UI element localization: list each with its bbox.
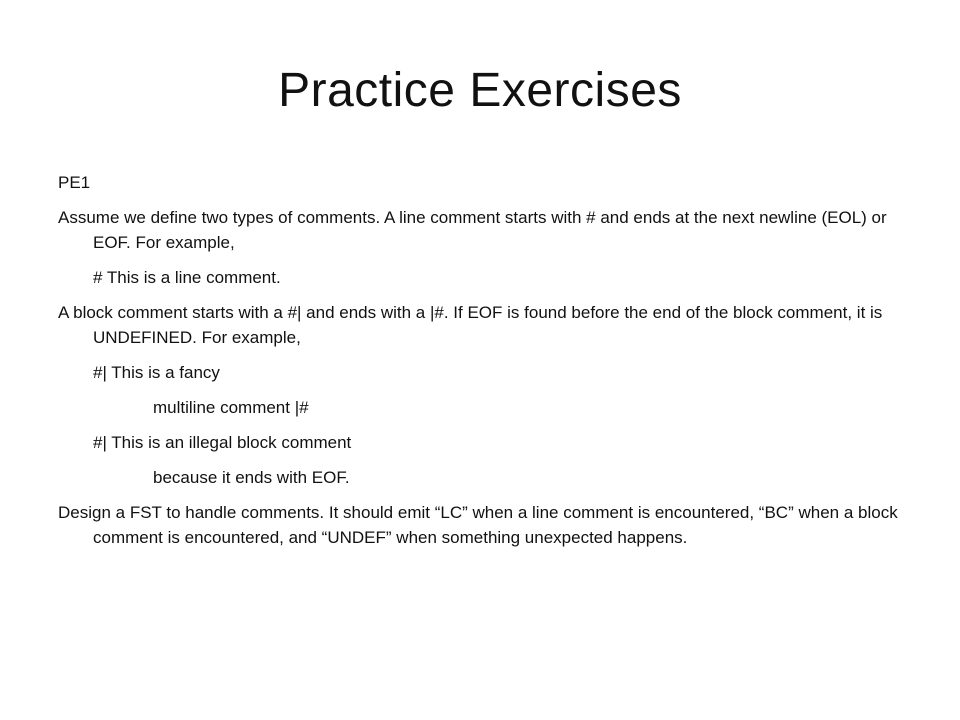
exercise-label: PE1 [58, 173, 91, 192]
slide-body [58, 170, 908, 560]
block-example-2-line-1: #| This is an illegal block comment [93, 433, 352, 452]
block-example-2-line-2: because it ends with EOF. [153, 468, 350, 487]
block-example-1-line-1: #| This is a fancy [93, 363, 220, 382]
block-example-1-line-2: multiline comment |# [153, 398, 309, 417]
design-paragraph: Design a FST to handle comments. It should emit “LC” when a line comment is encountered, “BC” when a block comment is encountered, and “UNDEF” when something unexpected happens. [58, 503, 898, 547]
line-comment-example: # This is a line comment. [93, 268, 281, 287]
slide-title: Practice Exercises [278, 64, 682, 117]
block-comment-paragraph: A block comment starts with a #| and ends with a |#. If EOF is found before the end of the block comment, it is UNDEFINED. For example, [58, 303, 883, 347]
intro-paragraph: Assume we define two types of comments. A line comment starts with # and ends at the next newline (EOL) or EOF. For example, [58, 208, 887, 252]
